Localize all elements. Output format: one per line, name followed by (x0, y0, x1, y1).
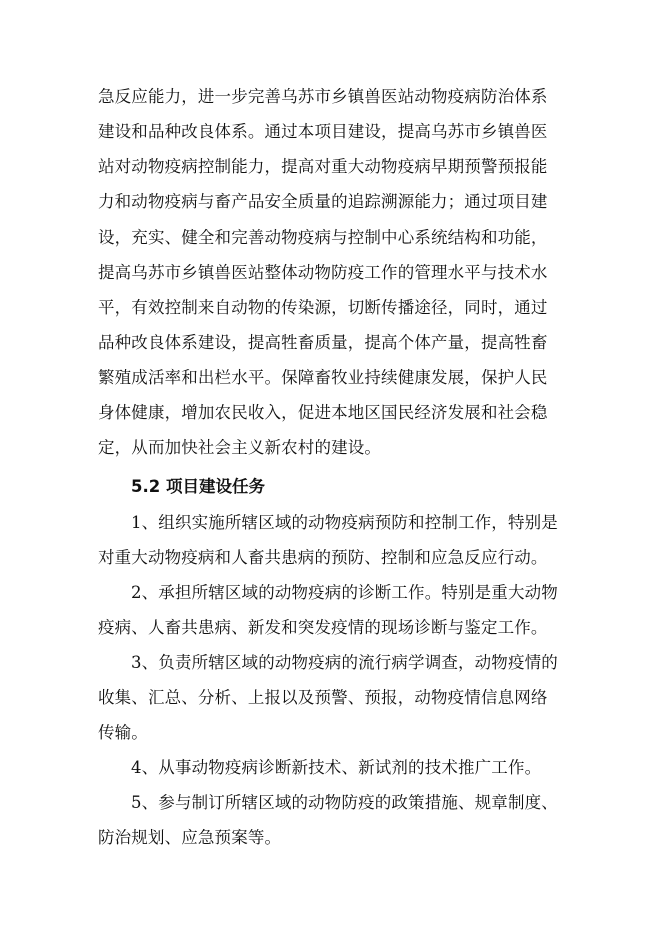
task-line: 传输。 (98, 723, 148, 742)
paragraph-line: 提高乌苏市乡镇兽医站整体动物防疫工作的管理水平与技术水 (98, 263, 548, 282)
task-line: 对重大动物疫病和人畜共患病的预防、控制和应急反应行动。 (98, 548, 548, 567)
paragraph-line: 平，有效控制来自动物的传染源，切断传播途径，同时，通过 (98, 298, 548, 317)
section-heading: 5.2 项目建设任务 (131, 477, 265, 496)
paragraph-line: 建设和品种改良体系。通过本项目建设，提高乌苏市乡镇兽医 (98, 122, 548, 141)
task-line: 3、负责所辖区域的动物疫病的流行病学调查，动物疫情的 (131, 653, 558, 672)
paragraph-line: 站对动物疫病控制能力，提高对重大动物疫病早期预警预报能 (98, 157, 548, 176)
paragraph-line: 设，充实、健全和完善动物疫病与控制中心系统结构和功能， (98, 228, 548, 247)
paragraph-line: 身体健康，增加农民收入，促进本地区国民经济发展和社会稳 (98, 403, 548, 422)
paragraph-line: 力和动物疫病与畜产品安全质量的追踪溯源能力；通过项目建 (98, 192, 548, 211)
task-line: 2、承担所辖区域的动物疫病的诊断工作。特别是重大动物 (131, 583, 558, 602)
task-line: 防治规划、应急预案等。 (98, 828, 282, 847)
task-line: 4、从事动物疫病诊断新技术、新试剂的技术推广工作。 (131, 758, 542, 777)
task-line: 收集、汇总、分析、上报以及预警、预报，动物疫情信息网络 (98, 688, 548, 707)
task-line: 1、组织实施所辖区域的动物疫病预防和控制工作，特别是 (131, 513, 558, 532)
task-line: 疫病、人畜共患病、新发和突发疫情的现场诊断与鉴定工作。 (98, 618, 548, 637)
paragraph-line: 定，从而加快社会主义新农村的建设。 (98, 438, 382, 457)
paragraph-line: 繁殖成活率和出栏水平。保障畜牧业持续健康发展，保护人民 (98, 368, 548, 387)
paragraph-line: 品种改良体系建设，提高牲畜质量，提高个体产量，提高牲畜 (98, 333, 548, 352)
paragraph-line: 急反应能力，进一步完善乌苏市乡镇兽医站动物疫病防治体系 (98, 87, 548, 106)
task-line: 5、参与制订所辖区域的动物防疫的政策措施、规章制度、 (131, 793, 558, 812)
